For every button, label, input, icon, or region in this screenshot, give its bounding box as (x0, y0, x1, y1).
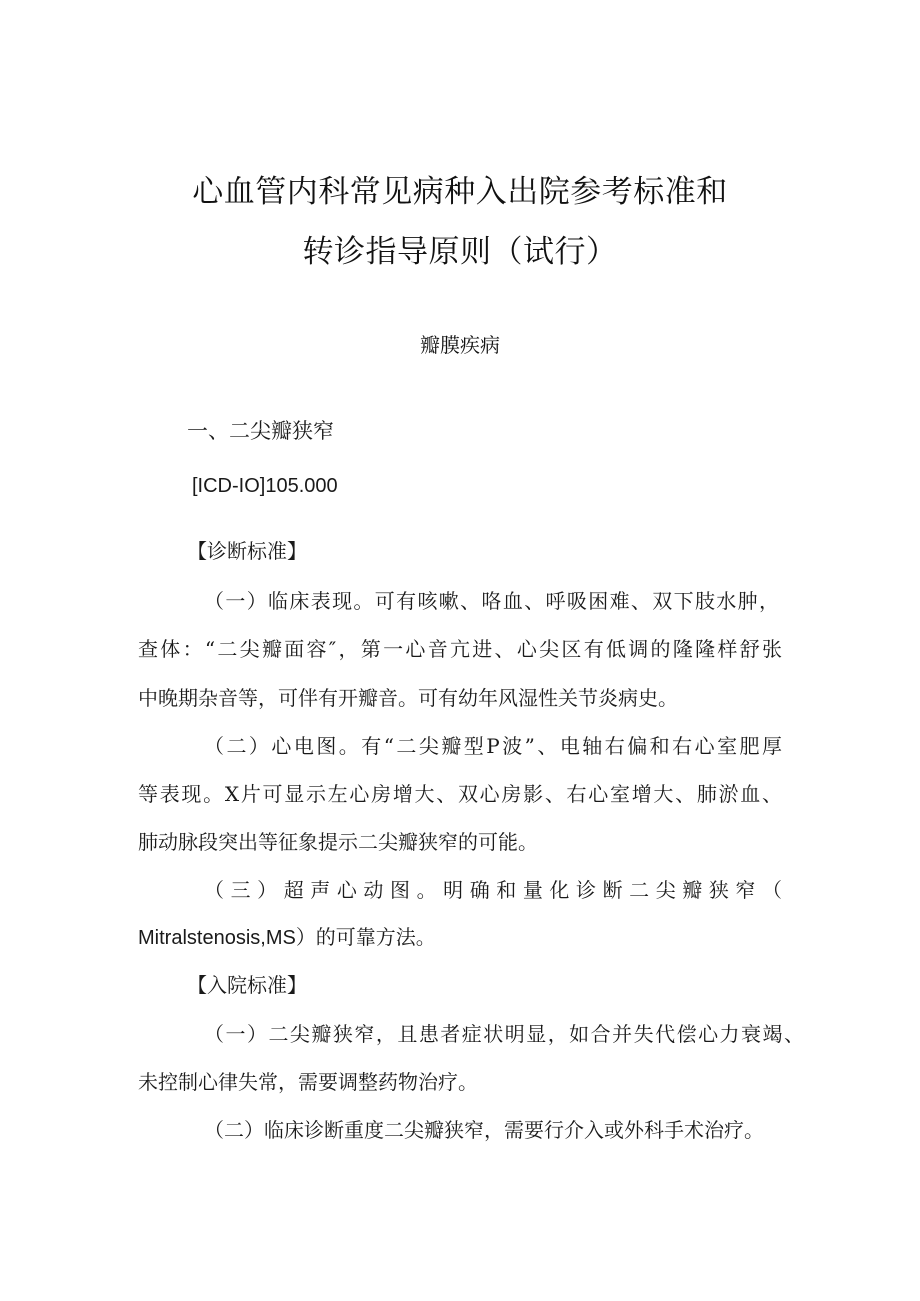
icd-code: [ICD-IO]105.000 (192, 475, 338, 497)
admission-item-1-line2: 未控制心律失常，需要调整药物治疗。 (138, 1070, 478, 1094)
diagnosis-item-3-line1: （三）超声心动图。明确和量化诊断二尖瓣狭窄（ (204, 878, 782, 902)
diagnosis-criteria-header: 【诊断标准】 (187, 539, 307, 563)
document-title-line2: 转诊指导原则（试行） (302, 234, 618, 270)
admission-criteria-header: 【入院标准】 (187, 973, 307, 997)
diagnosis-item-1-line2: 查体：“二尖瓣面容″，第一心音亢进、心尖区有低调的隆隆样舒张 (138, 637, 782, 661)
section-heading: 一、二尖瓣狭窄 (187, 419, 334, 443)
admission-item-2-line1: （二）临床诊断重度二尖瓣狭窄，需要行介入或外科手术治疗。 (204, 1118, 764, 1142)
diagnosis-item-3-line2: Mitralstenosis,MS）的可靠方法。 (138, 927, 436, 949)
diagnosis-item-2-line3: 肺动脉段突出等征象提示二尖瓣狭窄的可能。 (138, 830, 538, 854)
admission-item-1-line1: （一）二尖瓣狭窄，且患者症状明显，如合并失代偿心力衰竭、 (204, 1022, 804, 1046)
document-subtitle: 瓣膜疾病 (420, 333, 500, 357)
document-title-line1: 心血管内科常见病种入出院参考标准和 (192, 174, 728, 210)
diagnosis-item-1-line3: 中晚期杂音等，可伴有开瓣音。可有幼年风湿性关节炎病史。 (138, 686, 678, 710)
diagnosis-item-2-line2: 等表现。X片可显示左心房增大、双心房影、右心室增大、肺淤血、 (138, 782, 782, 806)
diagnosis-item-1-line1: （一）临床表现。可有咳嗽、咯血、呼吸困难、双下肢水肿， (204, 589, 779, 613)
diagnosis-item-2-line1: （二）心电图。有“二尖瓣型P波”、电轴右偏和右心室肥厚 (204, 734, 782, 758)
